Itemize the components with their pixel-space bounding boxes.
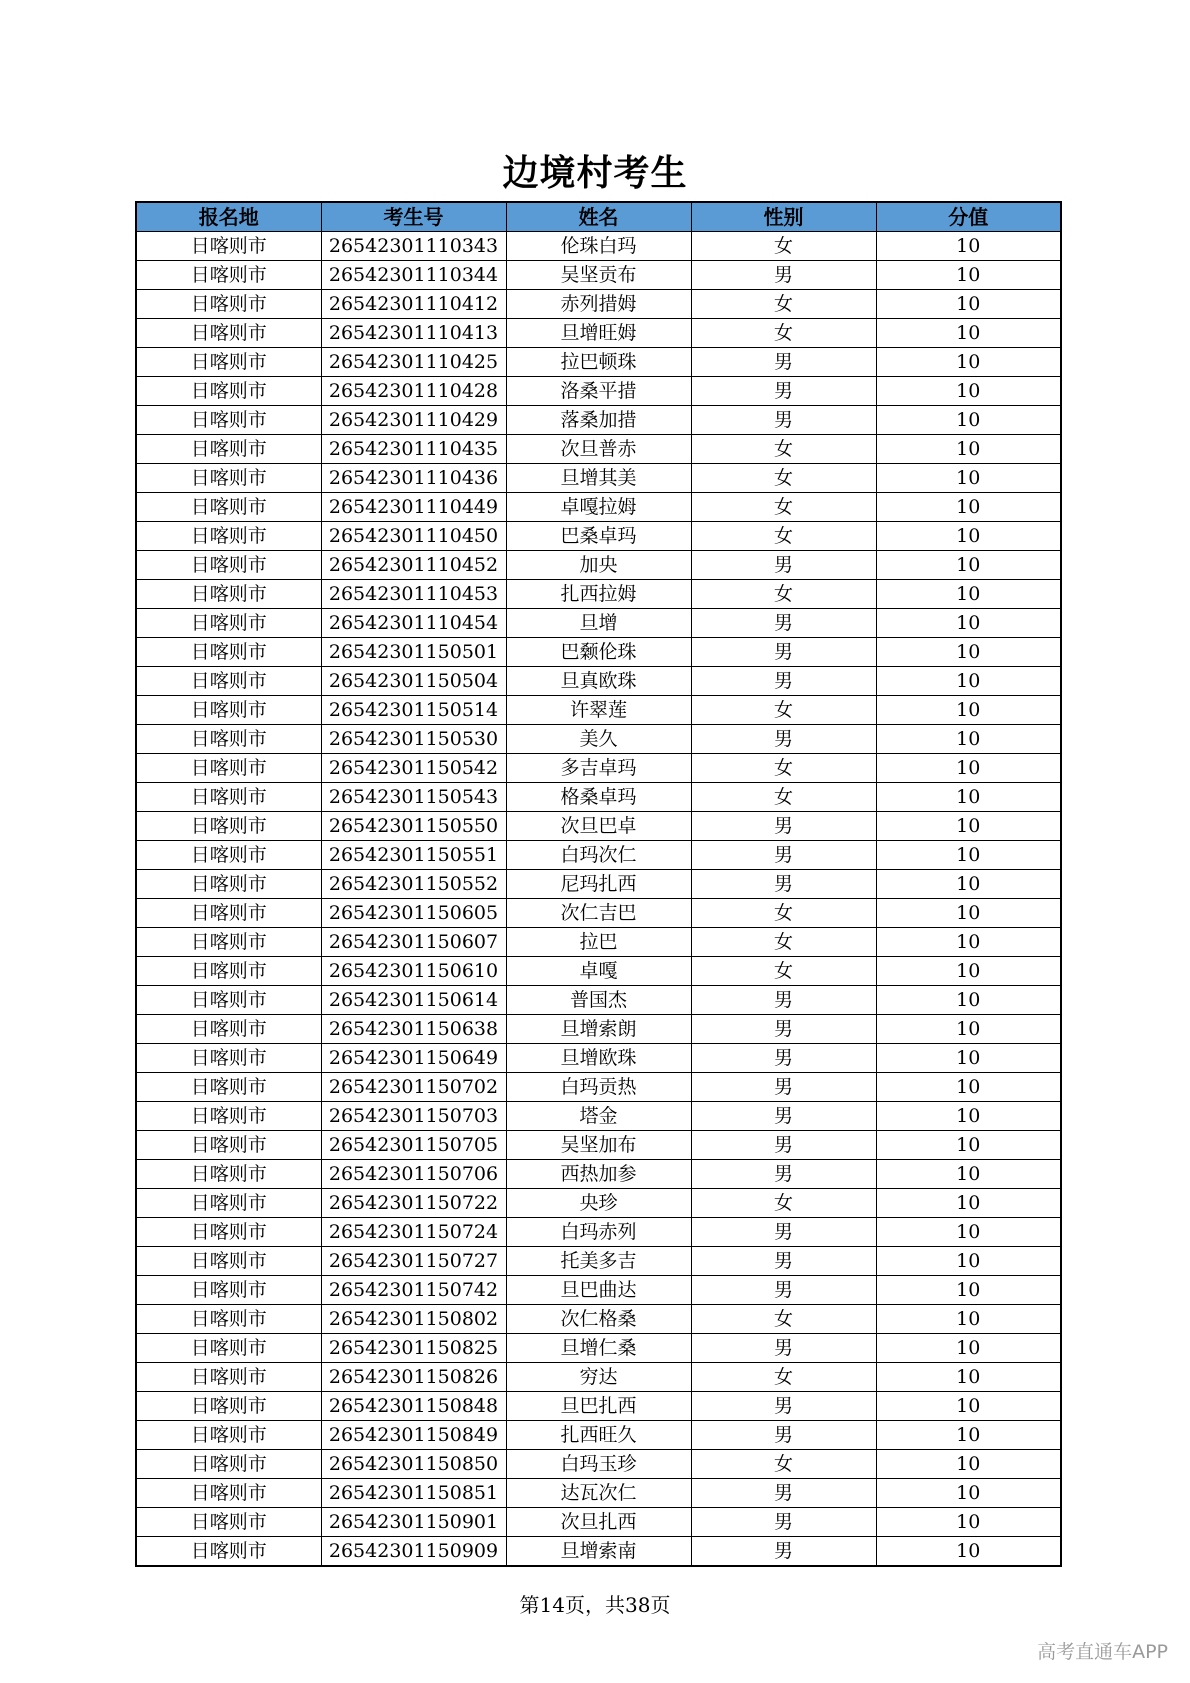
cell-score: 10 [876, 1305, 1061, 1334]
cell-registration-place: 日喀则市 [136, 580, 321, 609]
cell-registration-place: 日喀则市 [136, 1392, 321, 1421]
cell-registration-place: 日喀则市 [136, 725, 321, 754]
cell-candidate-number: 26542301150551 [321, 841, 506, 870]
cell-name: 旦增索朗 [506, 1015, 691, 1044]
table-row [136, 232, 1061, 261]
cell-score: 10 [876, 1102, 1061, 1131]
table-row [136, 406, 1061, 435]
cell-candidate-number: 26542301150638 [321, 1015, 506, 1044]
cell-registration-place: 日喀则市 [136, 986, 321, 1015]
cell-candidate-number: 26542301110344 [321, 261, 506, 290]
cell-candidate-number: 26542301110453 [321, 580, 506, 609]
cell-gender: 男 [691, 1218, 876, 1247]
table-row [136, 1131, 1061, 1160]
cell-registration-place: 日喀则市 [136, 406, 321, 435]
cell-candidate-number: 26542301150605 [321, 899, 506, 928]
cell-score: 10 [876, 812, 1061, 841]
cell-candidate-number: 26542301150514 [321, 696, 506, 725]
cell-candidate-number: 26542301150706 [321, 1160, 506, 1189]
table-row [136, 1044, 1061, 1073]
cell-score: 10 [876, 1392, 1061, 1421]
cell-candidate-number: 26542301150530 [321, 725, 506, 754]
table-row [136, 986, 1061, 1015]
cell-name: 次旦普赤 [506, 435, 691, 464]
cell-score: 10 [876, 1479, 1061, 1508]
cell-registration-place: 日喀则市 [136, 1363, 321, 1392]
header-gender: 性别 [691, 202, 876, 232]
cell-registration-place: 日喀则市 [136, 261, 321, 290]
cell-gender: 女 [691, 522, 876, 551]
cell-registration-place: 日喀则市 [136, 493, 321, 522]
table-body [136, 232, 1061, 1567]
table-header-row [136, 202, 1061, 232]
cell-gender: 女 [691, 232, 876, 261]
cell-candidate-number: 26542301110436 [321, 464, 506, 493]
header-name: 姓名 [506, 202, 691, 232]
table-row [136, 1421, 1061, 1450]
cell-candidate-number: 26542301110435 [321, 435, 506, 464]
table-row [136, 1102, 1061, 1131]
table-row [136, 1247, 1061, 1276]
table-row [136, 1305, 1061, 1334]
cell-score: 10 [876, 1450, 1061, 1479]
cell-registration-place: 日喀则市 [136, 1247, 321, 1276]
cell-candidate-number: 26542301150703 [321, 1102, 506, 1131]
cell-score: 10 [876, 1218, 1061, 1247]
table-row [136, 1537, 1061, 1567]
cell-candidate-number: 26542301150909 [321, 1537, 506, 1567]
cell-name: 巴颡伦珠 [506, 638, 691, 667]
cell-registration-place: 日喀则市 [136, 1276, 321, 1305]
table-row [136, 435, 1061, 464]
table-row [136, 1508, 1061, 1537]
cell-name: 次仁格桑 [506, 1305, 691, 1334]
cell-candidate-number: 26542301150851 [321, 1479, 506, 1508]
cell-gender: 男 [691, 1247, 876, 1276]
cell-gender: 男 [691, 1276, 876, 1305]
table-row [136, 580, 1061, 609]
cell-gender: 男 [691, 667, 876, 696]
cell-score: 10 [876, 290, 1061, 319]
cell-name: 塔金 [506, 1102, 691, 1131]
cell-name: 吴坚贡布 [506, 261, 691, 290]
cell-gender: 女 [691, 319, 876, 348]
cell-registration-place: 日喀则市 [136, 1508, 321, 1537]
cell-gender: 男 [691, 870, 876, 899]
cell-score: 10 [876, 986, 1061, 1015]
table-row [136, 957, 1061, 986]
cell-candidate-number: 26542301150501 [321, 638, 506, 667]
candidates-table [135, 201, 1062, 1567]
cell-candidate-number: 26542301150610 [321, 957, 506, 986]
table-row [136, 1073, 1061, 1102]
table-row [136, 493, 1061, 522]
cell-candidate-number: 26542301150552 [321, 870, 506, 899]
cell-score: 10 [876, 696, 1061, 725]
table-row [136, 377, 1061, 406]
cell-candidate-number: 26542301110425 [321, 348, 506, 377]
table-row [136, 1276, 1061, 1305]
cell-name: 扎西拉姆 [506, 580, 691, 609]
cell-gender: 女 [691, 899, 876, 928]
cell-candidate-number: 26542301150825 [321, 1334, 506, 1363]
cell-score: 10 [876, 1363, 1061, 1392]
cell-gender: 男 [691, 1073, 876, 1102]
cell-name: 穷达 [506, 1363, 691, 1392]
cell-name: 拉巴顿珠 [506, 348, 691, 377]
cell-name: 巴桑卓玛 [506, 522, 691, 551]
cell-gender: 女 [691, 696, 876, 725]
cell-score: 10 [876, 638, 1061, 667]
cell-candidate-number: 26542301150504 [321, 667, 506, 696]
cell-gender: 男 [691, 1015, 876, 1044]
cell-gender: 男 [691, 1508, 876, 1537]
cell-candidate-number: 26542301150724 [321, 1218, 506, 1247]
cell-name: 达瓦次仁 [506, 1479, 691, 1508]
cell-candidate-number: 26542301150705 [321, 1131, 506, 1160]
cell-candidate-number: 26542301150849 [321, 1421, 506, 1450]
cell-gender: 男 [691, 1044, 876, 1073]
cell-registration-place: 日喀则市 [136, 1015, 321, 1044]
cell-gender: 女 [691, 1189, 876, 1218]
cell-candidate-number: 26542301150901 [321, 1508, 506, 1537]
cell-registration-place: 日喀则市 [136, 1305, 321, 1334]
cell-name: 普国杰 [506, 986, 691, 1015]
header-candidate-number: 考生号 [321, 202, 506, 232]
cell-registration-place: 日喀则市 [136, 870, 321, 899]
cell-name: 旦增旺姆 [506, 319, 691, 348]
cell-candidate-number: 26542301110449 [321, 493, 506, 522]
cell-score: 10 [876, 435, 1061, 464]
cell-candidate-number: 26542301150850 [321, 1450, 506, 1479]
cell-gender: 男 [691, 812, 876, 841]
watermark: 高考直通车APP [1037, 1641, 1168, 1663]
cell-candidate-number: 26542301110452 [321, 551, 506, 580]
cell-gender: 男 [691, 1334, 876, 1363]
cell-candidate-number: 26542301110429 [321, 406, 506, 435]
cell-gender: 男 [691, 841, 876, 870]
cell-score: 10 [876, 1276, 1061, 1305]
cell-gender: 男 [691, 551, 876, 580]
cell-name: 旦真欧珠 [506, 667, 691, 696]
cell-score: 10 [876, 928, 1061, 957]
cell-gender: 男 [691, 638, 876, 667]
cell-score: 10 [876, 1247, 1061, 1276]
cell-registration-place: 日喀则市 [136, 899, 321, 928]
table-row [136, 754, 1061, 783]
cell-score: 10 [876, 754, 1061, 783]
cell-candidate-number: 26542301110450 [321, 522, 506, 551]
cell-score: 10 [876, 232, 1061, 261]
cell-name: 格桑卓玛 [506, 783, 691, 812]
cell-candidate-number: 26542301150607 [321, 928, 506, 957]
cell-gender: 男 [691, 1392, 876, 1421]
table-row [136, 638, 1061, 667]
cell-registration-place: 日喀则市 [136, 348, 321, 377]
cell-score: 10 [876, 1131, 1061, 1160]
cell-gender: 女 [691, 928, 876, 957]
cell-gender: 女 [691, 957, 876, 986]
cell-name: 旦增 [506, 609, 691, 638]
cell-name: 西热加参 [506, 1160, 691, 1189]
cell-candidate-number: 26542301150542 [321, 754, 506, 783]
cell-score: 10 [876, 609, 1061, 638]
cell-candidate-number: 26542301150550 [321, 812, 506, 841]
header-score: 分值 [876, 202, 1061, 232]
cell-candidate-number: 26542301150848 [321, 1392, 506, 1421]
table-row [136, 1363, 1061, 1392]
cell-score: 10 [876, 1073, 1061, 1102]
cell-score: 10 [876, 1015, 1061, 1044]
cell-candidate-number: 26542301150722 [321, 1189, 506, 1218]
cell-registration-place: 日喀则市 [136, 522, 321, 551]
cell-candidate-number: 26542301110412 [321, 290, 506, 319]
cell-name: 白玛玉珍 [506, 1450, 691, 1479]
cell-name: 伦珠白玛 [506, 232, 691, 261]
cell-name: 旦巴扎西 [506, 1392, 691, 1421]
table-row [136, 1450, 1061, 1479]
cell-score: 10 [876, 1334, 1061, 1363]
cell-score: 10 [876, 551, 1061, 580]
cell-name: 落桑加措 [506, 406, 691, 435]
cell-gender: 男 [691, 725, 876, 754]
cell-name: 托美多吉 [506, 1247, 691, 1276]
cell-name: 加央 [506, 551, 691, 580]
cell-score: 10 [876, 261, 1061, 290]
cell-gender: 男 [691, 1537, 876, 1567]
cell-registration-place: 日喀则市 [136, 638, 321, 667]
table-row [136, 1218, 1061, 1247]
cell-gender: 女 [691, 464, 876, 493]
table-row [136, 551, 1061, 580]
cell-candidate-number: 26542301110343 [321, 232, 506, 261]
cell-gender: 女 [691, 580, 876, 609]
cell-name: 白玛次仁 [506, 841, 691, 870]
table-row [136, 348, 1061, 377]
cell-name: 卓嘎 [506, 957, 691, 986]
table-row [136, 290, 1061, 319]
table-row [136, 1334, 1061, 1363]
cell-candidate-number: 26542301110413 [321, 319, 506, 348]
cell-gender: 男 [691, 1102, 876, 1131]
table-row [136, 812, 1061, 841]
cell-name: 多吉卓玛 [506, 754, 691, 783]
cell-registration-place: 日喀则市 [136, 1160, 321, 1189]
header-registration-place: 报名地 [136, 202, 321, 232]
cell-name: 洛桑平措 [506, 377, 691, 406]
cell-registration-place: 日喀则市 [136, 1189, 321, 1218]
cell-registration-place: 日喀则市 [136, 1073, 321, 1102]
cell-name: 次仁吉巴 [506, 899, 691, 928]
cell-name: 央珍 [506, 1189, 691, 1218]
cell-gender: 女 [691, 754, 876, 783]
cell-name: 白玛贡热 [506, 1073, 691, 1102]
table-row [136, 261, 1061, 290]
cell-gender: 女 [691, 1363, 876, 1392]
cell-score: 10 [876, 580, 1061, 609]
cell-score: 10 [876, 1537, 1061, 1567]
cell-candidate-number: 26542301150742 [321, 1276, 506, 1305]
table-row [136, 870, 1061, 899]
cell-name: 旦增仁桑 [506, 1334, 691, 1363]
cell-registration-place: 日喀则市 [136, 319, 321, 348]
cell-name: 尼玛扎西 [506, 870, 691, 899]
cell-name: 拉巴 [506, 928, 691, 957]
cell-registration-place: 日喀则市 [136, 1537, 321, 1567]
table-row [136, 609, 1061, 638]
cell-gender: 女 [691, 435, 876, 464]
cell-registration-place: 日喀则市 [136, 957, 321, 986]
cell-candidate-number: 26542301150649 [321, 1044, 506, 1073]
cell-registration-place: 日喀则市 [136, 1044, 321, 1073]
cell-score: 10 [876, 348, 1061, 377]
cell-registration-place: 日喀则市 [136, 1131, 321, 1160]
cell-registration-place: 日喀则市 [136, 667, 321, 696]
cell-registration-place: 日喀则市 [136, 841, 321, 870]
cell-score: 10 [876, 406, 1061, 435]
cell-candidate-number: 26542301150702 [321, 1073, 506, 1102]
cell-candidate-number: 26542301110454 [321, 609, 506, 638]
cell-candidate-number: 26542301150614 [321, 986, 506, 1015]
cell-score: 10 [876, 870, 1061, 899]
cell-name: 次旦扎西 [506, 1508, 691, 1537]
cell-score: 10 [876, 522, 1061, 551]
table-row [136, 725, 1061, 754]
table-row [136, 319, 1061, 348]
table-row [136, 696, 1061, 725]
page-number: 第14页，共38页 [519, 1593, 671, 1617]
table-row [136, 1479, 1061, 1508]
table-row [136, 841, 1061, 870]
cell-registration-place: 日喀则市 [136, 812, 321, 841]
cell-gender: 男 [691, 406, 876, 435]
cell-candidate-number: 26542301150802 [321, 1305, 506, 1334]
cell-registration-place: 日喀则市 [136, 377, 321, 406]
cell-registration-place: 日喀则市 [136, 1421, 321, 1450]
cell-score: 10 [876, 1160, 1061, 1189]
cell-registration-place: 日喀则市 [136, 464, 321, 493]
cell-registration-place: 日喀则市 [136, 232, 321, 261]
cell-name: 次旦巴卓 [506, 812, 691, 841]
table-row [136, 1160, 1061, 1189]
cell-candidate-number: 26542301150543 [321, 783, 506, 812]
cell-score: 10 [876, 899, 1061, 928]
cell-registration-place: 日喀则市 [136, 551, 321, 580]
cell-score: 10 [876, 377, 1061, 406]
cell-gender: 男 [691, 1160, 876, 1189]
cell-gender: 男 [691, 986, 876, 1015]
cell-registration-place: 日喀则市 [136, 928, 321, 957]
table-row [136, 1392, 1061, 1421]
cell-score: 10 [876, 1421, 1061, 1450]
cell-gender: 男 [691, 377, 876, 406]
cell-registration-place: 日喀则市 [136, 290, 321, 319]
cell-gender: 女 [691, 1450, 876, 1479]
cell-score: 10 [876, 667, 1061, 696]
cell-score: 10 [876, 1044, 1061, 1073]
cell-gender: 女 [691, 783, 876, 812]
cell-gender: 男 [691, 1131, 876, 1160]
cell-registration-place: 日喀则市 [136, 609, 321, 638]
cell-name: 赤列措姆 [506, 290, 691, 319]
cell-score: 10 [876, 1508, 1061, 1537]
cell-gender: 男 [691, 1421, 876, 1450]
cell-registration-place: 日喀则市 [136, 1450, 321, 1479]
cell-score: 10 [876, 1189, 1061, 1218]
cell-score: 10 [876, 464, 1061, 493]
table-row [136, 1189, 1061, 1218]
cell-candidate-number: 26542301150826 [321, 1363, 506, 1392]
cell-gender: 女 [691, 1305, 876, 1334]
cell-gender: 女 [691, 493, 876, 522]
table-row [136, 783, 1061, 812]
table-row [136, 899, 1061, 928]
cell-registration-place: 日喀则市 [136, 1218, 321, 1247]
cell-score: 10 [876, 725, 1061, 754]
cell-registration-place: 日喀则市 [136, 1102, 321, 1131]
table-row [136, 928, 1061, 957]
table-row [136, 667, 1061, 696]
cell-gender: 男 [691, 1479, 876, 1508]
cell-registration-place: 日喀则市 [136, 754, 321, 783]
cell-gender: 男 [691, 348, 876, 377]
cell-score: 10 [876, 319, 1061, 348]
cell-name: 美久 [506, 725, 691, 754]
cell-score: 10 [876, 957, 1061, 986]
cell-registration-place: 日喀则市 [136, 435, 321, 464]
table-row [136, 1015, 1061, 1044]
cell-name: 吴坚加布 [506, 1131, 691, 1160]
cell-name: 白玛赤列 [506, 1218, 691, 1247]
cell-candidate-number: 26542301150727 [321, 1247, 506, 1276]
cell-name: 旦巴曲达 [506, 1276, 691, 1305]
cell-name: 旦增其美 [506, 464, 691, 493]
cell-score: 10 [876, 493, 1061, 522]
table-row [136, 464, 1061, 493]
cell-name: 许翠莲 [506, 696, 691, 725]
cell-gender: 男 [691, 609, 876, 638]
cell-name: 旦增欧珠 [506, 1044, 691, 1073]
cell-registration-place: 日喀则市 [136, 1334, 321, 1363]
cell-registration-place: 日喀则市 [136, 696, 321, 725]
cell-name: 卓嘎拉姆 [506, 493, 691, 522]
table-row [136, 522, 1061, 551]
cell-name: 旦增索南 [506, 1537, 691, 1567]
page-title: 边境村考生 [502, 153, 688, 194]
cell-score: 10 [876, 783, 1061, 812]
cell-gender: 男 [691, 261, 876, 290]
cell-candidate-number: 26542301110428 [321, 377, 506, 406]
cell-registration-place: 日喀则市 [136, 783, 321, 812]
cell-name: 扎西旺久 [506, 1421, 691, 1450]
cell-score: 10 [876, 841, 1061, 870]
cell-registration-place: 日喀则市 [136, 1479, 321, 1508]
cell-gender: 女 [691, 290, 876, 319]
